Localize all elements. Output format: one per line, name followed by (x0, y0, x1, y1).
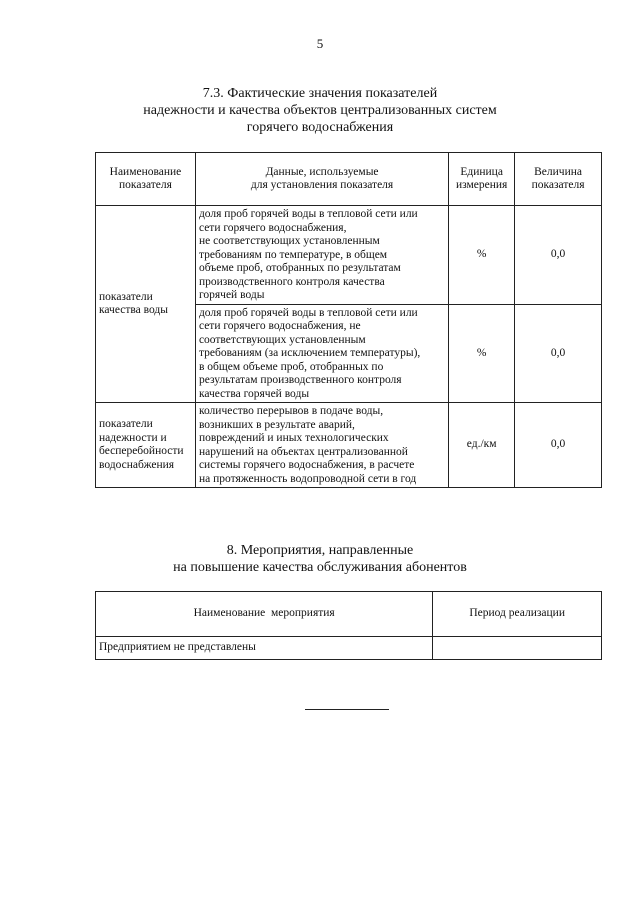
desc-line: повреждений и иных технологических (198, 432, 389, 444)
section-title-line: надежности и качества объектов централизованных систем (143, 103, 497, 118)
desc-line: в общем объеме проб, отобранных по (198, 360, 384, 373)
end-rule (305, 709, 389, 710)
table-row (96, 637, 602, 660)
table-row (96, 403, 602, 488)
desc-line: сети горячего водоснабжения, (198, 221, 347, 234)
label-line: показатели (99, 290, 153, 303)
desc-line: объеме проб, отобранных по результатам (198, 262, 401, 274)
desc-line: системы горячего водоснабжения, в расчете (198, 459, 415, 471)
label-line: водоснабжения (99, 458, 175, 471)
measure-name: Предприятием не представлены (96, 637, 433, 660)
desc-line: требованиям по температуре, в общем (198, 248, 388, 261)
indicator-group-water-quality (96, 206, 196, 403)
section-title-line: 7.3. Фактические значения показателей (202, 86, 438, 101)
indicator-value: 0,0 (515, 206, 602, 305)
header-indicator-name (96, 153, 196, 206)
section-7-3-title (0, 85, 640, 136)
header-data-used (195, 153, 448, 206)
desc-line: доля проб горячей воды в тепловой сети или (198, 306, 418, 319)
desc-line: на протяженность водопроводной сети в год (198, 472, 417, 485)
page-number: 5 (316, 36, 324, 51)
header-line: измерения (455, 179, 508, 191)
section-8-title (0, 542, 640, 576)
desc-line: соответствующих установленным (198, 333, 366, 346)
table-header-row (96, 592, 602, 637)
measure-period (433, 637, 602, 660)
desc-line: доля проб горячей воды в тепловой сети или (198, 208, 418, 220)
label-line: качества воды (99, 304, 168, 316)
header-unit (449, 153, 515, 206)
indicator-description (195, 304, 448, 403)
section-title-line: 8. Мероприятия, направленные (226, 543, 414, 558)
header-line: для установления показателя (250, 179, 394, 191)
header-line: Данные, используемые (265, 165, 379, 178)
header-line: Величина (534, 165, 582, 178)
desc-line: производственного контроля качества (198, 275, 385, 288)
indicator-unit: % (449, 206, 515, 305)
indicator-unit: % (449, 304, 515, 403)
section-title-line: на повышение качества обслуживания абонентов (173, 560, 467, 575)
table-header-row (96, 153, 602, 206)
header-period: Период реализации (433, 592, 602, 637)
desc-line: возникших в результате аварий, (198, 418, 355, 431)
desc-line: требованиям (за исключением температуры), (198, 347, 421, 359)
label-line: показатели (99, 418, 153, 430)
header-line: Единица (460, 165, 503, 178)
label-line: надежности и (99, 431, 167, 444)
measures-table (95, 591, 602, 660)
desc-line: сети горячего водоснабжения, не (198, 320, 361, 332)
header-line: Наименование (109, 165, 182, 178)
table-row (96, 206, 602, 305)
indicator-description (195, 403, 448, 488)
indicator-description (195, 206, 448, 305)
header-line: показателя (531, 179, 585, 191)
header-line: показателя (119, 179, 172, 191)
indicator-value: 0,0 (515, 403, 602, 488)
desc-line: не соответствующих установленным (198, 235, 380, 247)
desc-line: нарушений на объектах централизованной (198, 445, 408, 458)
desc-line: количество перерывов в подаче воды, (198, 405, 384, 417)
indicator-group-reliability (96, 403, 196, 488)
section-title-line: горячего водоснабжения (246, 120, 394, 135)
header-value (515, 153, 602, 206)
desc-line: результатам производственного контроля (198, 374, 402, 386)
header-measure-name: Наименование мероприятия (96, 592, 433, 637)
indicator-value: 0,0 (515, 304, 602, 403)
indicator-unit: ед./км (449, 403, 515, 488)
label-line: бесперебойности (99, 445, 184, 457)
desc-line: горячей воды (198, 289, 265, 301)
indicators-table (95, 152, 602, 488)
desc-line: качества горячей воды (198, 387, 310, 400)
